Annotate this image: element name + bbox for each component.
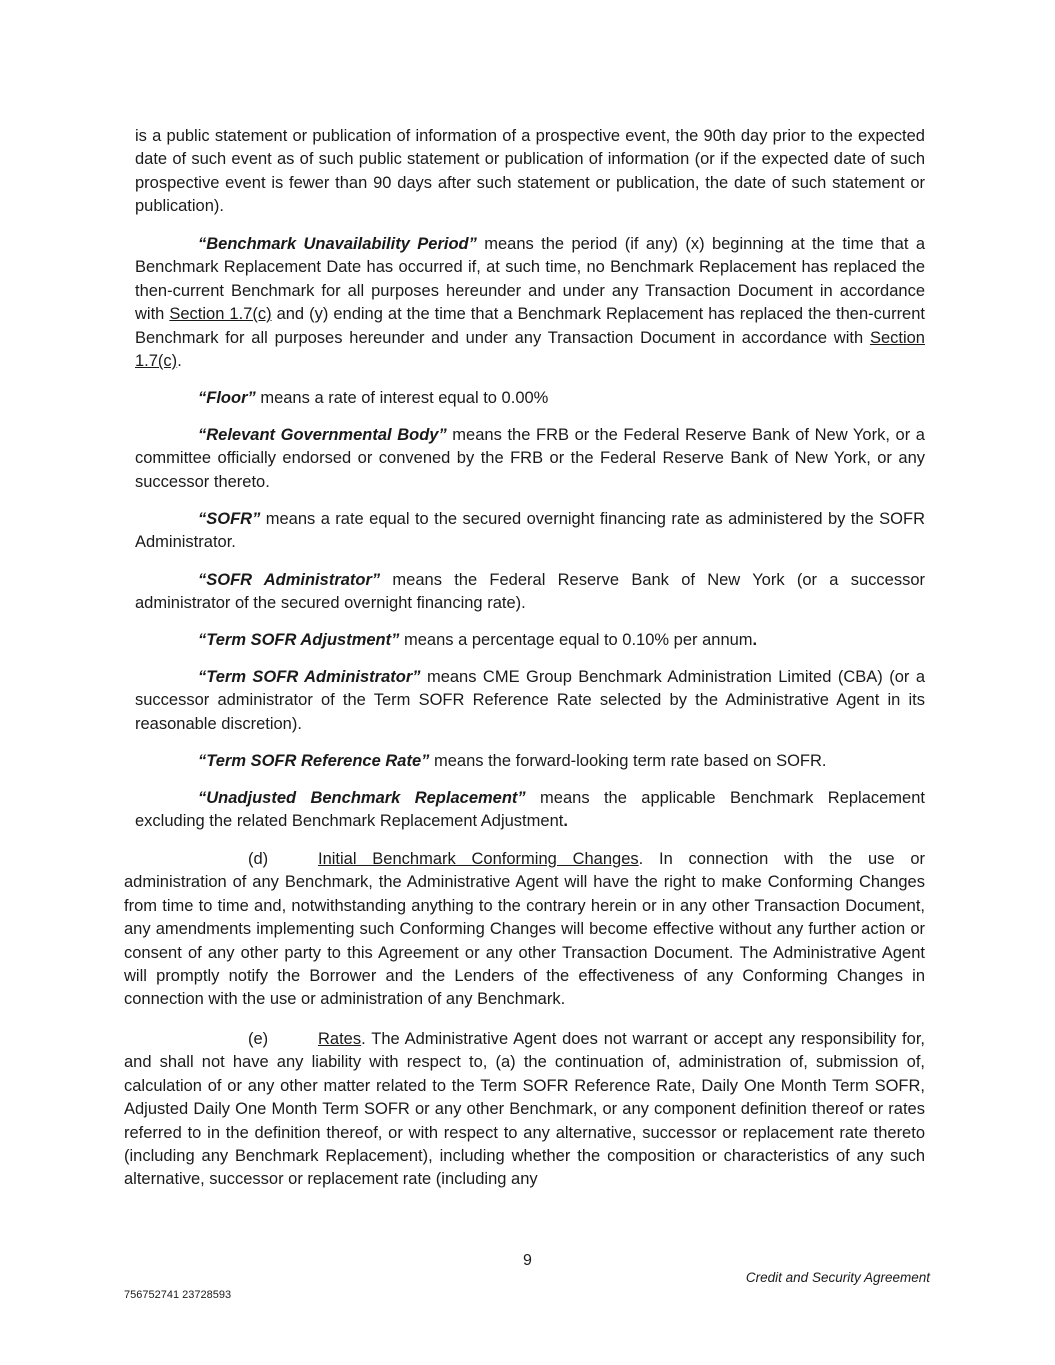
definition-text: means a rate equal to the secured overnight financing rate as administered by the SOFR Administrator.	[135, 510, 925, 552]
definition-floor	[135, 387, 925, 410]
footer-document-id: 756752741 23728593	[124, 1289, 232, 1301]
definition-text: means the applicable Benchmark Replacement excluding the related Benchmark Replacement Adjustment	[135, 789, 925, 831]
definition-text: means the period (if any) (x) beginning at the time that a Benchmark Replacement Date has occurred if, at such time, no Benchmark Replacement has replaced the then-current Benchmark for all purposes hereunder and under any Transaction Document in accordance with	[135, 235, 925, 324]
paragraph-continuation	[135, 125, 925, 219]
definition-text: means CME Group Benchmark Administration Limited (CBA) (or a successor administrator of the Term SOFR Reference Rate selected by the Administrative Agent in its reasonable discretion).	[135, 668, 925, 733]
section-reference[interactable]: Section 1.7(c)	[169, 305, 272, 324]
defined-term: “Term SOFR Reference Rate”	[198, 752, 430, 770]
definition-sofr	[135, 508, 925, 555]
definition-end-period: .	[563, 812, 568, 831]
defined-term: “SOFR”	[198, 510, 261, 528]
definition-sofr-administrator	[135, 569, 925, 616]
definition-text: and (y) ending at the time that a Benchmark Replacement has replaced the then-current Benchmark for all purposes hereunder and under any Transaction Document in accordance with	[135, 305, 925, 347]
section-text: . The Administrative Agent does not warrant or accept any responsibility for, and shall not have any liability with respect to, (a) the continuation of, administration of, submission of, calculation of or any other matter related to the Term SOFR Reference Rate, Daily One Month Term SOFR, Adjusted Daily One Month Term SOFR or any other Benchmark, or any component definition thereof or rates referred to in the definition thereof, or with respect to any alternative, successor or replacement rate thereto (including any Benchmark Replacement), including whether the composition or characteristics of any such alternative, successor or replacement rate (including any	[124, 1030, 925, 1189]
definition-benchmark-unavailability-period	[135, 233, 925, 373]
definition-text: .	[177, 352, 182, 371]
definition-relevant-governmental-body	[135, 424, 925, 494]
definition-text: means the FRB or the Federal Reserve Bank of New York, or a committee officially endorsed or convened by the FRB or the Federal Reserve Bank of New York, or any successor thereto.	[135, 426, 925, 491]
definition-text: means the forward-looking term rate based on SOFR.	[429, 752, 827, 770]
defined-term: “Relevant Governmental Body”	[198, 426, 447, 444]
defined-term: “SOFR Administrator”	[198, 571, 381, 589]
definition-text: means a rate of interest equal to 0.00%	[255, 389, 549, 407]
page-number: 9	[523, 1252, 532, 1269]
section-e	[124, 1028, 925, 1192]
definition-term-sofr-administrator	[135, 666, 925, 736]
section-label: (e)	[248, 1030, 269, 1048]
section-reference[interactable]: Section 1.7(c)	[135, 328, 925, 371]
defined-term: “Floor”	[198, 389, 256, 407]
section-heading: Initial Benchmark Conforming Changes	[318, 850, 639, 868]
definition-text: means a percentage equal to 0.10% per annum	[399, 631, 753, 649]
section-text: . In connection with the use or administration of any Benchmark, the Administrative Agent will have the right to make Conforming Changes from time to time and, notwithstanding anything to the contrary herein or in any other Transaction Document, any amendments implementing such Conforming Changes will become effective without any further action or consent of any other party to this Agreement or any other Transaction Document. The Administrative Agent will promptly notify the Borrower and the Lenders of the effectiveness of any Conforming Changes in connection with the use or administration of any Benchmark.	[124, 850, 925, 1009]
section-label: (d)	[248, 850, 269, 868]
defined-term: “Term SOFR Adjustment”	[198, 631, 400, 649]
definition-unadjusted-benchmark-replacement	[135, 787, 925, 834]
defined-term: “Term SOFR Administrator”	[198, 668, 421, 686]
paragraph-text: is a public statement or publication of information of a prospective event, the 90th day prior to the expected date of such event as of such public statement or publication of information (or if the expected date of such prospective event is fewer than 90 days after such statement or publication, the date of such statement or publication).	[135, 127, 925, 216]
definition-term-sofr-reference-rate	[135, 750, 925, 773]
definition-term-sofr-adjustment	[135, 629, 925, 652]
footer-document-title: Credit and Security Agreement	[745, 1270, 930, 1285]
section-heading: Rates	[318, 1030, 362, 1048]
section-d	[124, 848, 925, 1012]
definition-text: means the Federal Reserve Bank of New York (or a successor administrator of the secured overnight financing rate).	[135, 571, 926, 613]
defined-term: “Benchmark Unavailability Period”	[198, 235, 477, 253]
defined-term: “Unadjusted Benchmark Replacement”	[198, 789, 526, 807]
definition-end-period: .	[752, 631, 758, 649]
